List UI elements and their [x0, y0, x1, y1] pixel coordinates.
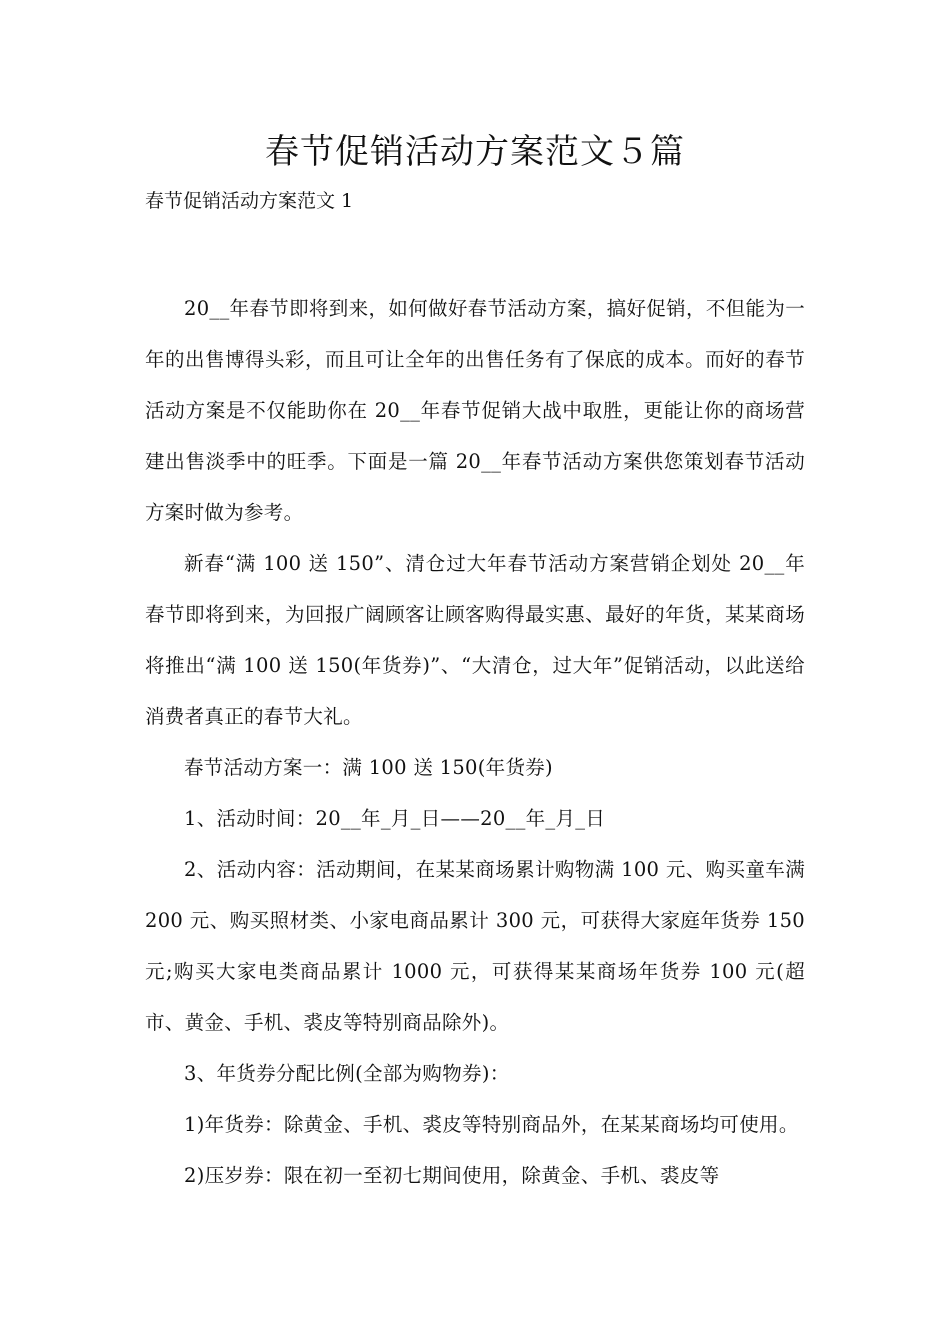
document-title: 春节促销活动方案范文５篇 [265, 132, 685, 172]
paragraph-plan-one: 春节活动方案一：满 100 送 150(年货券) [184, 756, 553, 779]
paragraph-intro: 20__年春节即将到来，如何做好春节活动方案，搞好促销，不但能为一年的出售博得头彩，而且可让全年的出售任务有了保底的成本。而好的春节活动方案是不仅能助你在 20__年春节促销大战中取胜，更能让你的商场营建出售淡季中的旺季。下面是一篇 20__年春节活动方案供您策划春节活动方案时做为参考。 [145, 297, 805, 524]
document-subtitle: 春节促销活动方案范文 1 [145, 190, 354, 212]
paragraph-activity-content: 2、活动内容：活动期间，在某某商场累计购物满 100 元、购买童车满 200 元、购买照材类、小家电商品累计 300 元，可获得大家庭年货券 150 元;购买大家电类商品累计 1000 元，可获得某某商场年货券 100 元(超市、黄金、手机、裘皮等特别商品除外)。 [145, 858, 805, 1034]
paragraph-voucher-ratio: 3、年货券分配比例(全部为购物券)： [184, 1062, 510, 1085]
paragraph-activity-time: 1、活动时间：20__年_月_日——20__年_月_日 [184, 807, 606, 830]
paragraph-lucky-money-voucher: 2)压岁券：限在初一至初七期间使用，除黄金、手机、裘皮等 [184, 1164, 720, 1187]
paragraph-new-year-voucher: 1)年货券：除黄金、手机、裘皮等特别商品外，在某某商场均可使用。 [184, 1113, 799, 1136]
document-body [145, 283, 805, 1201]
paragraph-campaign: 新春“满 100 送 150”、清仓过大年春节活动方案营销企划处 20__年春节即将到来，为回报广阔顾客让顾客购得最实惠、最好的年货，某某商场将推出“满 100 送 150(年货券)”、“大清仓，过大年”促销活动，以此送给消费者真正的春节大礼。 [145, 552, 805, 728]
